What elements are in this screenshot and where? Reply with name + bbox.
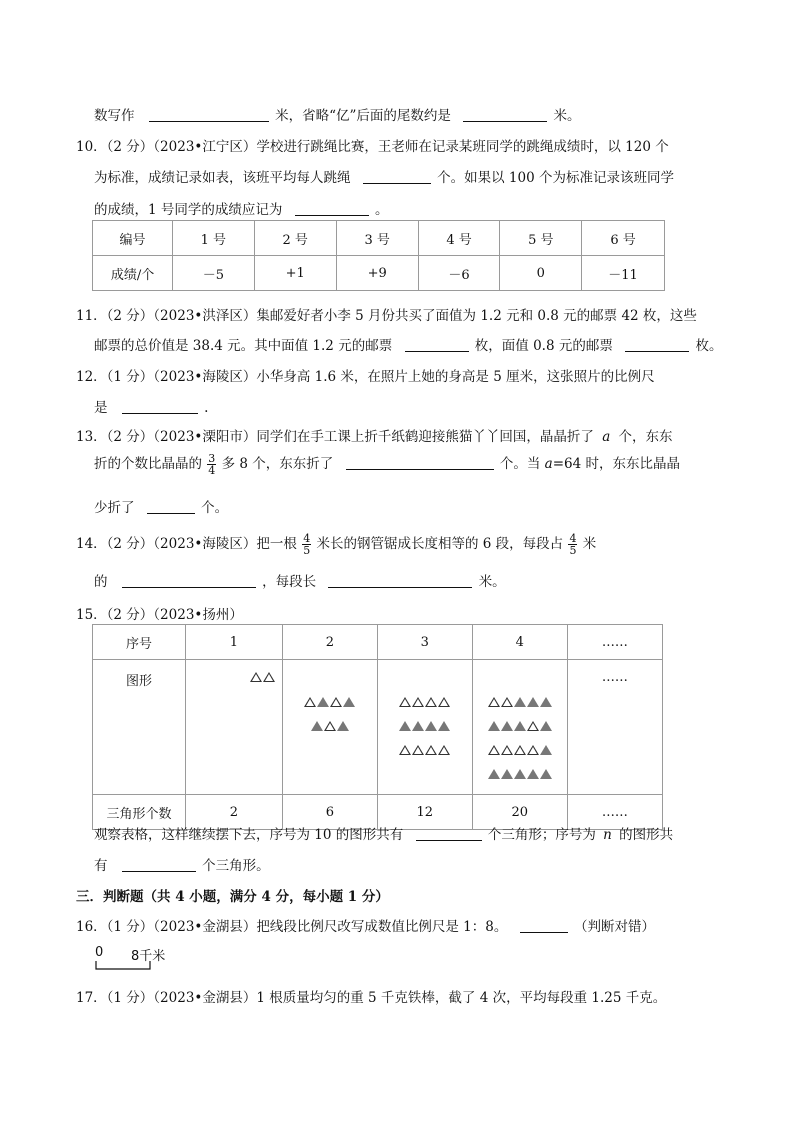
q15-line2: 有 个三角形。 — [94, 858, 270, 874]
q14-blank-2[interactable] — [328, 573, 472, 588]
q15-r3-3: 12 — [377, 795, 472, 830]
q15-r1-3: 3 — [377, 625, 472, 660]
triangle-outline-icon — [527, 721, 539, 731]
triangle-filled-icon — [540, 745, 552, 755]
q15-r3-0: 三角形个数 — [93, 795, 186, 830]
q10-th-3: 3 号 — [336, 221, 418, 256]
triangle-filled-icon — [540, 721, 552, 731]
triangle-filled-icon — [337, 721, 349, 731]
q15-shape-1 — [185, 660, 282, 795]
q15-shape-2 — [282, 660, 377, 795]
section3-title: 三．判断题（共 4 小题，满分 4 分，每小题 1 分） — [76, 889, 389, 905]
q10-td-3: +9 — [336, 256, 418, 291]
triangle-outline-icon — [438, 745, 450, 755]
triangle-outline-icon — [488, 697, 500, 707]
triangle-outline-icon — [527, 745, 539, 755]
triangle-outline-icon — [399, 745, 411, 755]
q15-blank-2[interactable] — [122, 857, 196, 872]
triangle-outline-icon — [412, 745, 424, 755]
q10-td-2: +1 — [254, 256, 336, 291]
q16-scale-zero: 0 — [95, 945, 104, 960]
q11-blank-2[interactable] — [625, 337, 689, 352]
triangle-outline-icon — [501, 697, 513, 707]
triangle-filled-icon — [540, 769, 552, 779]
q14-header: 14．（2 分）（2023•海陵区）把一根 $\frac{4}{5}$ 米长的钢管锯成长度相等的 6 段，每段占 $\frac{4}{5}$ 米 — [76, 532, 597, 557]
q10-th-0: 编号 — [93, 221, 173, 256]
q15-r1-2: 2 — [282, 625, 377, 660]
triangle-filled-icon — [488, 769, 500, 779]
triangle-filled-icon — [412, 721, 424, 731]
q15-blank-1[interactable] — [416, 826, 482, 841]
q13-header: 13．（2 分）（2023•溧阳市）同学们在手工课上折千纸鹤迎接熊猫丫丫回国，晶晶折了 a 个，东东 — [76, 429, 673, 445]
q15-shape-4 — [472, 660, 567, 795]
q15-r1-1: 1 — [185, 625, 282, 660]
triangle-outline-icon — [304, 697, 316, 707]
triangle-filled-icon — [501, 721, 513, 731]
q17-header: 17．（1 分）（2023•金湖县）1 根质量均匀的重 5 千克铁棒，截了 4 次，平均每段重 1.25 千克。 — [76, 990, 667, 1006]
triangle-outline-icon — [514, 745, 526, 755]
triangle-outline-icon — [412, 697, 424, 707]
q11-blank-1[interactable] — [405, 337, 469, 352]
triangle-filled-icon — [501, 769, 513, 779]
q15-r3-2: 6 — [282, 795, 377, 830]
q10-th-1: 1 号 — [173, 221, 255, 256]
q10-th-2: 2 号 — [254, 221, 336, 256]
q9-line: 数写作 米，省略“亿”后面的尾数约是 米。 — [94, 108, 581, 124]
q10-td-4: －6 — [418, 256, 500, 291]
triangle-filled-icon — [317, 697, 329, 707]
q15-r1-0: 序号 — [93, 625, 186, 660]
q10-blank-1[interactable] — [363, 169, 431, 184]
q14-line2: 的 ，每段长 米。 — [94, 574, 506, 590]
q15-shape-label: 图形 — [93, 660, 186, 795]
q10-td-6: －11 — [582, 256, 665, 291]
q10-td-0: 成绩/个 — [93, 256, 173, 291]
q16-header: 16．（1 分）（2023•金湖县）把线段比例尺改写成数值比例尺是 1：8。 （判断对错） — [76, 919, 655, 935]
triangle-filled-icon — [514, 697, 526, 707]
q10-th-6: 6 号 — [582, 221, 665, 256]
triangle-filled-icon — [438, 721, 450, 731]
triangle-filled-icon — [527, 769, 539, 779]
q9-blank-2[interactable] — [463, 107, 547, 122]
triangle-outline-icon — [250, 672, 262, 682]
q11-line2: 邮票的总价值是 38.4 元。其中面值 1.2 元的邮票 枚，面值 0.8 元的邮票 枚。 — [94, 338, 723, 354]
q15-r3-4: 20 — [472, 795, 567, 830]
q10-blank-2[interactable] — [295, 201, 369, 216]
q10-td-5: 0 — [500, 256, 582, 291]
triangle-outline-icon — [438, 697, 450, 707]
q15-r3-5: …… — [567, 795, 662, 830]
q12-line2: 是 . — [94, 400, 209, 416]
q13-line2: 折的个数比晶晶的 $\frac{3}{4}$ 多 8 个，东东折了 个。当 a=64 时，东东比晶晶 — [94, 452, 680, 477]
triangle-outline-icon — [263, 672, 275, 682]
q13-fraction: $\frac{3}{4}$ — [208, 452, 216, 477]
triangle-filled-icon — [399, 721, 411, 731]
q10-th-4: 4 号 — [418, 221, 500, 256]
q10-th-5: 5 号 — [500, 221, 582, 256]
q13-line3: 少折了 个。 — [94, 500, 229, 516]
q15-header: 15．（2 分）（2023•扬州） — [76, 607, 243, 623]
triangle-filled-icon — [514, 721, 526, 731]
triangle-filled-icon — [488, 721, 500, 731]
q9-blank-1[interactable] — [149, 107, 269, 122]
triangle-outline-icon — [399, 697, 411, 707]
q14-fraction-2: $\frac{4}{5}$ — [569, 532, 577, 557]
q16-scale-bar — [92, 960, 154, 972]
q16-scale-label: 8千米 — [131, 949, 166, 964]
q11-header: 11．（2 分）（2023•洪泽区）集邮爱好者小李 5 月份共买了面值为 1.2 元和 0.8 元的邮票 42 枚，这些 — [76, 308, 697, 324]
triangle-outline-icon — [425, 697, 437, 707]
q14-fraction-1: $\frac{4}{5}$ — [303, 532, 311, 557]
triangle-filled-icon — [425, 721, 437, 731]
q15-r1-4: 4 — [472, 625, 567, 660]
q10-score-table — [92, 220, 665, 291]
triangle-filled-icon — [527, 697, 539, 707]
q10-td-1: －5 — [173, 256, 255, 291]
triangle-outline-icon — [488, 745, 500, 755]
q15-r1-5: …… — [567, 625, 662, 660]
q15-r3-1: 2 — [185, 795, 282, 830]
triangle-outline-icon — [330, 697, 342, 707]
q13-blank-1[interactable] — [346, 455, 494, 470]
q16-answer-blank[interactable] — [520, 918, 568, 933]
q15-line1: 观察表格，这样继续摆下去，序号为 10 的图形共有 个三角形；序号为 n 的图形共 — [94, 827, 674, 843]
q12-blank[interactable] — [122, 399, 198, 414]
q15-shape-3 — [377, 660, 472, 795]
q10-line3: 的成绩，1 号同学的成绩应记为 。 — [94, 202, 389, 218]
q15-shape-dots: …… — [567, 660, 662, 795]
triangle-outline-icon — [501, 745, 513, 755]
triangle-outline-icon — [425, 745, 437, 755]
triangle-filled-icon — [540, 697, 552, 707]
q10-line2: 为标准，成绩记录如表，该班平均每人跳绳 个。如果以 100 个为标准记录该班同学 — [94, 170, 674, 186]
q13-blank-2[interactable] — [147, 499, 195, 514]
q10-header: 10．（2 分）（2023•江宁区）学校进行跳绳比赛，王老师在记录某班同学的跳绳成绩时，以 120 个 — [76, 139, 669, 155]
q12-header: 12．（1 分）（2023•海陵区）小华身高 1.6 米，在照片上她的身高是 5 厘米，这张照片的比例尺 — [76, 369, 655, 385]
triangle-filled-icon — [343, 697, 355, 707]
q15-pattern-table — [92, 624, 663, 830]
triangle-filled-icon — [514, 769, 526, 779]
q14-blank-1[interactable] — [122, 573, 256, 588]
triangle-filled-icon — [311, 721, 323, 731]
triangle-outline-icon — [324, 721, 336, 731]
